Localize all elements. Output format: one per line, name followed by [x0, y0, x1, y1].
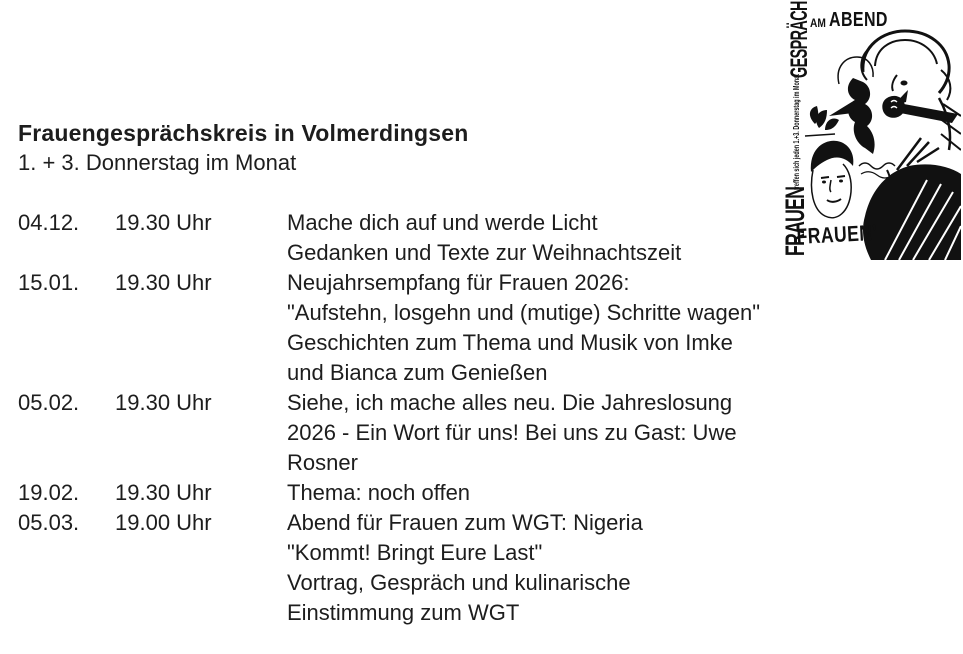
- page-subtitle: 1. + 3. Donnerstag im Monat: [18, 150, 297, 175]
- entry-description-line: 2026 - Ein Wort für uns! Bei uns zu Gast: Uwe: [287, 420, 737, 445]
- entry-date: 19.02.: [18, 480, 80, 505]
- entry-description: [287, 208, 953, 268]
- logo-frauen-script-text: FRAUEN': [796, 219, 878, 249]
- logo-abend-text: ABEND: [829, 9, 888, 31]
- entry-date: 05.02.: [18, 390, 80, 415]
- entry-description: [287, 268, 953, 388]
- schedule-entry: [18, 508, 953, 628]
- logo-gespraech-vertical-text: GESPRÄCH: [786, 1, 813, 79]
- entry-time: 19.30 Uhr: [115, 270, 212, 295]
- entry-time: 19.30 Uhr: [115, 210, 212, 235]
- entry-time: 19.30 Uhr: [115, 390, 212, 415]
- entry-date: 15.01.: [18, 270, 80, 295]
- entry-description: [287, 388, 953, 478]
- entry-description: [287, 508, 953, 628]
- entry-description-line: "Aufstehn, losgehn und (mutige) Schritte wagen": [287, 300, 760, 325]
- entry-date: 04.12.: [18, 210, 80, 235]
- flyer-content: [18, 118, 953, 628]
- page-title: Frauengesprächskreis in Volmerdingsen: [18, 120, 469, 146]
- entry-time: 19.30 Uhr: [115, 480, 212, 505]
- schedule-entry: [18, 268, 953, 388]
- logo-am-text: AM: [810, 16, 826, 30]
- schedule-entry: [18, 208, 953, 268]
- logo-frauen-vertical-text: FRAUEN: [780, 186, 810, 256]
- schedule-entry: [18, 478, 953, 508]
- entry-description-line: und Bianca zum Genießen: [287, 360, 548, 385]
- schedule-entry: [18, 388, 953, 478]
- entry-description-line: Mache dich auf und werde Licht: [287, 210, 598, 235]
- entry-description-line: Neujahrsempfang für Frauen 2026:: [287, 270, 630, 295]
- entry-description-line: Vortrag, Gespräch und kulinarische: [287, 570, 631, 595]
- entry-description-line: Geschichten zum Thema und Musik von Imke: [287, 330, 733, 355]
- entry-description-line: Einstimmung zum WGT: [287, 600, 520, 625]
- entry-description: [287, 478, 953, 508]
- event-schedule: [18, 208, 953, 628]
- entry-description-line: Rosner: [287, 450, 358, 475]
- entry-description-line: "Kommt! Bringt Eure Last": [287, 540, 543, 565]
- logo-tagline-vertical-text: treffen sich jeden 1.+3. Donnerstag im Monat: [792, 74, 801, 190]
- entry-description-line: Thema: noch offen: [287, 480, 471, 505]
- entry-description-line: Abend für Frauen zum WGT: Nigeria: [287, 510, 643, 535]
- entry-description-line: Siehe, ich mache alles neu. Die Jahreslosung: [287, 390, 733, 415]
- entry-description-line: Gedanken und Texte zur Weihnachtszeit: [287, 240, 682, 265]
- entry-date: 05.03.: [18, 510, 80, 535]
- entry-time: 19.00 Uhr: [115, 510, 212, 535]
